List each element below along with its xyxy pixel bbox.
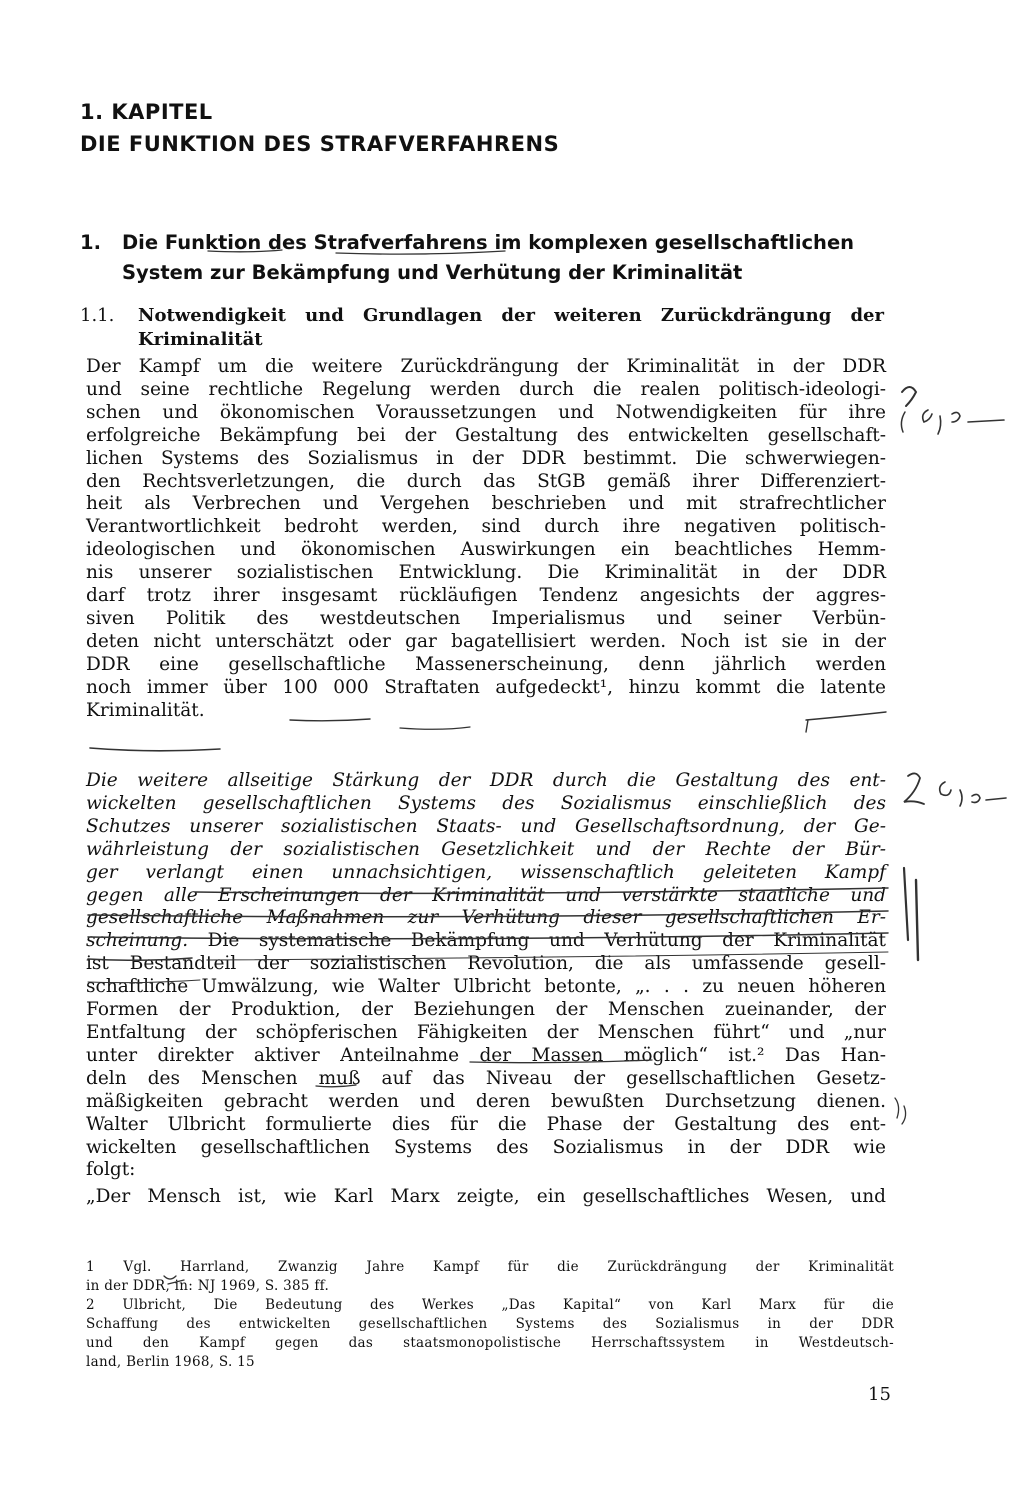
underline-mark <box>195 888 888 893</box>
underline-mark <box>208 250 282 252</box>
underline-mark <box>290 719 370 721</box>
strike-mark <box>208 952 888 960</box>
underline-mark <box>88 933 888 939</box>
italic-line: gesellschaftliche Maßnahmen zur Verhütung dieser gesellschaftlichen Er- <box>86 907 886 929</box>
quote-line: „Der Mensch ist, wie Karl Marx zeigte, ein gesellschaftliches Wesen, und <box>86 1186 886 1208</box>
footnote-line: land, Berlin 1968, S. 15 <box>86 1354 255 1370</box>
text-line: wickelten gesellschaftlichen Systems des Sozialismus in der DDR wie <box>86 1136 886 1158</box>
margin-mark <box>904 773 924 804</box>
text-line: heit als Verbrechen und Vergehen beschrieben und mit strafrechtlicher <box>86 493 886 515</box>
text-line: erfolgreiche Bekämpfung bei der Gestaltung des entwickelten gesellschaft- <box>86 424 886 446</box>
text-line: darf trotz ihrer insgesamt rückläufigen Tendenz angesichts der aggres- <box>86 585 886 607</box>
margin-line <box>904 868 908 940</box>
section-1-1-line: Kriminalität <box>138 329 263 350</box>
page-number: 15 <box>868 1384 891 1405</box>
italic-line: Schutzes unserer sozialistischen Staats- und Gesellschaftsordnung, der Ge- <box>86 815 886 837</box>
footnote-line: 1 Vgl. Harrland, Zwanzig Jahre Kampf für die Zurückdrängung der Kriminalität <box>86 1259 894 1275</box>
underline-mark <box>88 911 888 917</box>
footnote-line: 2 Ulbricht, Die Bedeutung des Werkes „Das Kapital“ von Karl Marx für die <box>86 1297 894 1313</box>
text-line: Walter Ulbricht formulierte dies für die Phase der Gestaltung des ent- <box>86 1113 886 1135</box>
text-line: unter direkter aktiver Anteilnahme der Massen möglich“ ist.² Das Han- <box>86 1044 886 1066</box>
text-line: mäßigkeiten gebracht werden und deren bewußten Durchsetzung dienen. <box>86 1090 886 1112</box>
margin-mark <box>940 782 1006 806</box>
italic-line: währleistung der sozialistischen Gesetzlichkeit und der Rechte der Bür- <box>86 838 886 860</box>
underline-mark <box>90 748 220 751</box>
text-line: Kriminalität. <box>86 699 205 721</box>
footnote-line: in der DDR, in: NJ 1969, S. 385 ff. <box>86 1278 330 1294</box>
text-line: und seine rechtliche Regelung werden durch die realen politisch-ideologi- <box>86 378 886 400</box>
text-line: noch immer über 100 000 Straftaten aufgedeckt¹, hinzu kommt die latente <box>86 676 886 698</box>
text-line: schen und ökonomischen Voraussetzungen und Notwendigkeiten für ihre <box>86 401 886 423</box>
section-1-number: 1. <box>80 231 101 254</box>
text-line: den Rechtsverletzungen, die durch das StGB gemäß ihrer Differenziert- <box>86 470 886 492</box>
text-line: deten nicht unterschätzt oder gar bagatellisiert werden. Noch ist sie in der <box>86 630 886 652</box>
footnote-mark <box>164 1276 184 1284</box>
underline-mark <box>806 712 886 732</box>
footnote-line: Schaffung des entwickelten gesellschaftlichen Systems des Sozialismus in der DDR <box>86 1316 894 1332</box>
italic-line: wickelten gesellschaftlichen Systems des Sozialismus einschließlich des <box>86 792 886 814</box>
margin-mark <box>923 410 1004 434</box>
text-line: ist Bestandteil der sozialistischen Revolution, die als umfassende gesell- <box>86 953 886 975</box>
margin-mark <box>902 387 916 406</box>
italic-line: gegen alle Erscheinungen der Kriminalität und verstärkte staatliche und <box>86 884 886 906</box>
text-line: DDR eine gesellschaftliche Massenerscheinung, denn jährlich werden <box>86 653 886 675</box>
text-line: Entfaltung der schöpferischen Fähigkeiten der Menschen führt“ und „nur <box>86 1021 886 1043</box>
underline-mark <box>400 727 470 729</box>
italic-fragment: scheinung. <box>86 930 189 952</box>
margin-mark <box>895 1098 906 1124</box>
underline-mark <box>336 251 505 254</box>
text-line: deln des Menschen muß auf das Niveau der gesellschaftlichen Gesetz- <box>86 1067 886 1089</box>
underline-mark <box>470 1060 652 1063</box>
text-line: folgt: <box>86 1159 136 1181</box>
underline-mark <box>88 958 192 960</box>
text-line: schaftliche Umwälzung, wie Walter Ulbricht betonte, „. . . zu neuen höheren <box>86 976 886 998</box>
text-line: lichen Systems des Sozialismus in der DDR bestimmt. Die schwerwiegen- <box>86 447 886 469</box>
section-1-line: System zur Bekämpfung und Verhütung der Kriminalität <box>122 261 743 284</box>
text-line: Formen der Produktion, der Beziehungen der Menschen zueinander, der <box>86 999 886 1021</box>
italic-line: ger verlangt einen unnachsichtigen, wissenschaftlich geleiteten Kampf <box>86 861 886 883</box>
margin-mark <box>901 412 905 432</box>
strike-mark <box>88 980 200 983</box>
chapter-label: 1. KAPITEL <box>80 100 213 124</box>
text-line: Verantwortlichkeit bedroht werden, sind durch ihre negativen politisch- <box>86 516 886 538</box>
section-1-1-number: 1.1. <box>80 305 115 326</box>
text-line: Der Kampf um die weitere Zurückdrängung der Kriminalität in der DDR <box>86 356 886 377</box>
underline-mark <box>316 1085 356 1087</box>
text-line: siven Politik des westdeutschen Imperialismus und seiner Verbün- <box>86 607 886 629</box>
italic-line: Die weitere allseitige Stärkung der DDR durch die Gestaltung des ent- <box>86 770 886 791</box>
text-line: nis unserer sozialistischen Entwicklung. Die Kriminalität in der DDR <box>86 562 886 584</box>
chapter-title: DIE FUNKTION DES STRAFVERFAHRENS <box>80 132 560 156</box>
section-1-line: Die Funktion des Strafverfahrens im komplexen gesellschaftlichen <box>122 231 855 254</box>
footnote-line: und den Kampf gegen das staatsmonopolistische Herrschaftssystem in Westdeutsch- <box>86 1335 894 1351</box>
margin-line <box>916 880 918 960</box>
text-line: ideologischen und ökonomischen Auswirkungen ein beachtliches Hemm- <box>86 539 886 561</box>
roman-fragment: Die systematische Bekämpfung und Verhütung der Kriminalität <box>188 930 886 952</box>
section-1-1-line: Notwendigkeit und Grundlagen der weiteren Zurückdrängung der <box>138 305 884 326</box>
